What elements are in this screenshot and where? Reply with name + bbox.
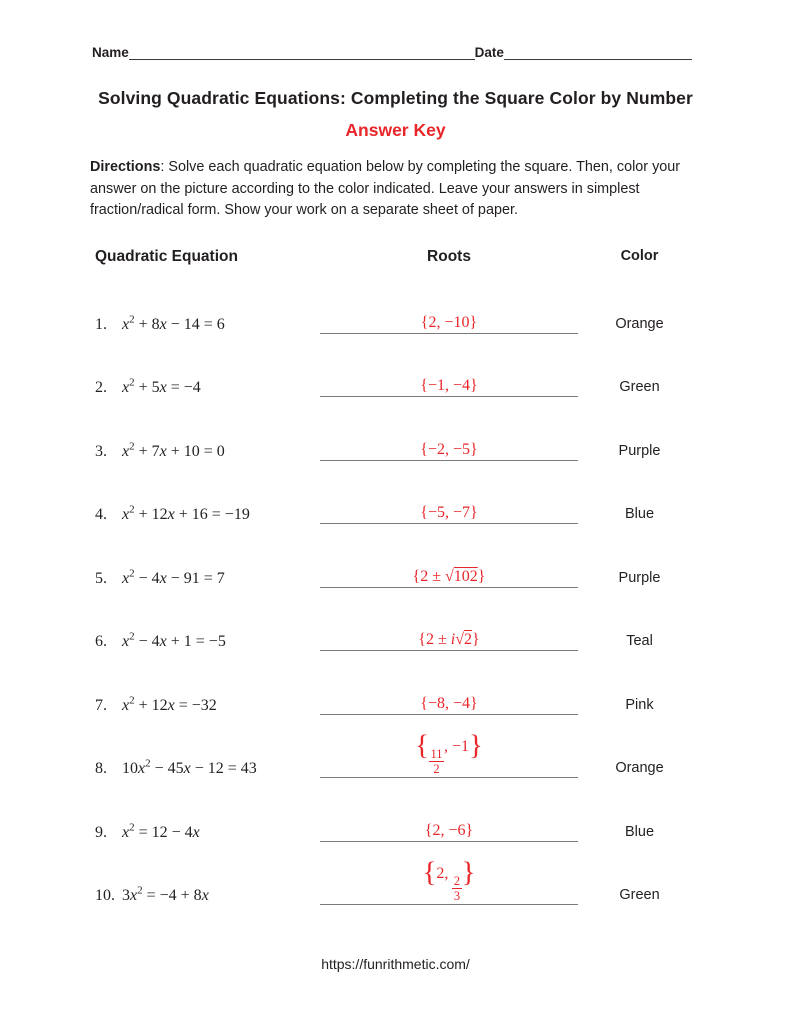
roots-answer: {2 ± i√2} bbox=[418, 631, 480, 649]
equation: $x^2 + 7x + 10 = 0$ bbox=[122, 440, 225, 460]
equation: $x^2 + 12x + 16 = -19$ bbox=[122, 503, 250, 524]
roots-answer: { $\frac{11}{2}$ , −1} bbox=[415, 729, 483, 776]
color-label: Pink bbox=[625, 696, 654, 713]
header-roots: Roots bbox=[427, 247, 471, 265]
equation: $x^2 - 4x - 91 = 7$ bbox=[122, 567, 225, 587]
color-label: Orange bbox=[615, 315, 664, 332]
color-label: Blue bbox=[624, 506, 655, 523]
equation: $10x^2 - 45x - 12 = 43$ bbox=[122, 757, 257, 778]
equation: $x^2 - 4x + 1 = -5$ bbox=[122, 630, 226, 651]
table-row bbox=[0, 673, 791, 737]
problem-number: 10. bbox=[95, 887, 115, 905]
answer-blank bbox=[320, 482, 578, 524]
answer-blank bbox=[320, 673, 578, 715]
problem-number: 3. bbox=[95, 442, 107, 460]
directions-label: Directions bbox=[90, 159, 161, 175]
table-row bbox=[0, 856, 791, 927]
equation: $x^2 = 12 - 4x$ bbox=[122, 821, 200, 841]
table-row bbox=[0, 419, 791, 483]
roots-answer: {2, $\frac{2}{3}$ } bbox=[422, 856, 476, 903]
color-label: Blue bbox=[624, 823, 655, 840]
footer-url: https://funrithmetic.com/ bbox=[321, 956, 470, 972]
roots-answer: {2, −6} bbox=[424, 821, 474, 839]
answer-blank bbox=[320, 609, 578, 651]
date-blank-line bbox=[504, 44, 692, 60]
answer-blank bbox=[320, 800, 578, 842]
header-quadratic-equation: Quadratic Equation bbox=[95, 247, 238, 265]
answer-blank bbox=[320, 355, 578, 397]
problem-number: 2. bbox=[95, 379, 107, 397]
equation: $x^2 + 12x = -32$ bbox=[122, 694, 217, 714]
answer-blank bbox=[320, 546, 578, 588]
table-row bbox=[0, 482, 791, 546]
problem-number: 7. bbox=[95, 696, 107, 714]
problem-number: 6. bbox=[95, 633, 107, 651]
roots-answer: {2 ± √102} bbox=[412, 567, 486, 585]
page-title: Solving Quadratic Equations: Completing the Square Color by Number bbox=[98, 88, 693, 108]
table-header-row bbox=[0, 248, 791, 266]
color-label: Teal bbox=[626, 633, 653, 650]
table-row bbox=[0, 800, 791, 864]
name-blank-line bbox=[129, 44, 475, 60]
table-row bbox=[0, 292, 791, 356]
color-label: Purple bbox=[618, 569, 661, 586]
equation: $3x^2 = -4 + 8x$ bbox=[122, 884, 209, 905]
directions bbox=[90, 157, 696, 222]
problems-list bbox=[0, 292, 791, 927]
name-label: Name bbox=[92, 45, 129, 60]
answer-key-label: Answer Key bbox=[345, 120, 446, 140]
roots-answer: {−1, −4} bbox=[420, 377, 478, 395]
name-date-header bbox=[92, 44, 692, 60]
problem-number: 5. bbox=[95, 569, 107, 587]
color-label: Orange bbox=[615, 760, 664, 777]
directions-text: : Solve each quadratic equation below by completing the square. Then, color your answer on the picture according to the color indicated. Leave your answers in simplest fraction/radical form. Show your work on a separate sheet of paper. bbox=[90, 159, 681, 219]
problem-number: 9. bbox=[95, 823, 107, 841]
answer-blank bbox=[320, 729, 578, 778]
table-row bbox=[0, 729, 791, 800]
answer-blank bbox=[320, 419, 578, 461]
roots-answer: {2, −10} bbox=[420, 313, 478, 331]
header-color: Color bbox=[620, 247, 659, 264]
color-label: Green bbox=[619, 887, 660, 904]
table-row bbox=[0, 546, 791, 610]
equation: $x^2 + 8x - 14 = 6$ bbox=[122, 313, 225, 333]
table-row bbox=[0, 355, 791, 419]
date-label: Date bbox=[474, 45, 504, 60]
table-row bbox=[0, 609, 791, 673]
problem-number: 4. bbox=[95, 506, 107, 524]
roots-answer: {−8, −4} bbox=[420, 694, 478, 712]
roots-answer: {−2, −5} bbox=[420, 440, 478, 458]
answer-blank bbox=[320, 292, 578, 334]
color-label: Purple bbox=[618, 442, 661, 459]
problem-number: 1. bbox=[95, 315, 107, 333]
equation: $x^2 + 5x = -4$ bbox=[122, 376, 201, 397]
answer-blank bbox=[320, 856, 578, 905]
roots-answer: {−5, −7} bbox=[420, 504, 478, 522]
color-label: Green bbox=[619, 379, 660, 396]
problem-number: 8. bbox=[95, 760, 107, 778]
